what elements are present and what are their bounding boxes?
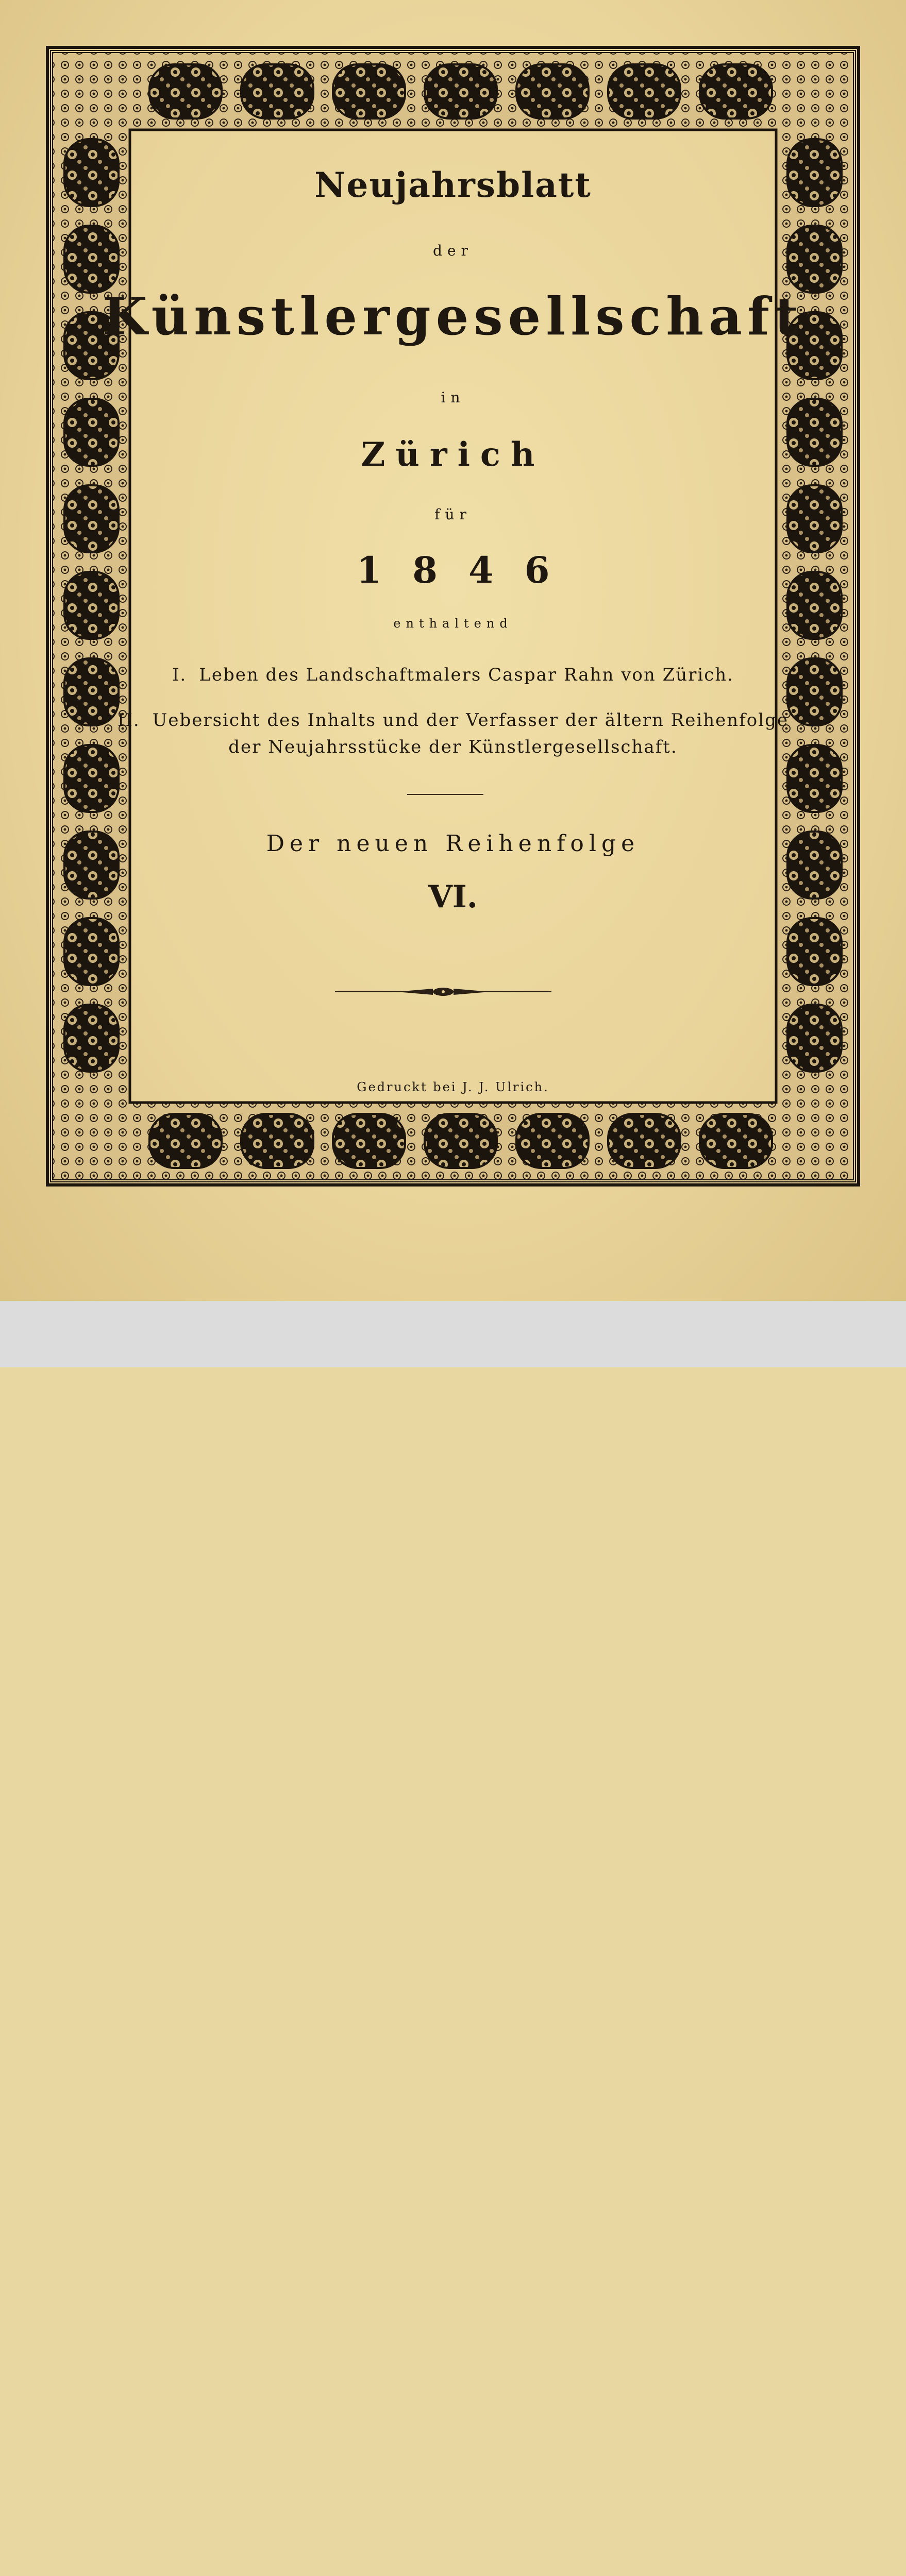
floral-cartouche [149, 64, 222, 118]
floral-cartouche [700, 1114, 772, 1168]
text-fuer: für [434, 506, 472, 523]
title-society: Künstlergesellschaft [102, 286, 804, 347]
text-enthaltend: enthaltend [393, 616, 513, 631]
floral-cartouche [700, 64, 772, 118]
floral-cartouche [787, 226, 842, 293]
floral-cartouche [425, 64, 497, 118]
series-label: Der neuen Reihenfolge [266, 831, 640, 857]
text-in: in [441, 389, 465, 406]
year: 1846 [356, 549, 581, 591]
floral-cartouche [64, 918, 119, 985]
floral-cartouche [787, 918, 842, 985]
divider-rule [407, 794, 483, 795]
library-footer [0, 1301, 906, 1367]
floral-cartouche [425, 1114, 497, 1168]
title-city: Zürich [361, 435, 545, 474]
floral-cartouche [64, 226, 119, 293]
floral-cartouche [149, 1114, 222, 1168]
text-der: der [433, 242, 473, 259]
content-item-text: Leben des Landschaftmalers Caspar Rahn von Zürich. [199, 665, 734, 685]
content-item-number: I. [172, 665, 187, 685]
floral-cartouche [516, 64, 589, 118]
content-item-text: Uebersicht des Inhalts und der Verfasser der ältern Reihenfolge [152, 710, 788, 731]
floral-cartouche [241, 64, 313, 118]
content-item-number: II. [118, 710, 140, 731]
floral-cartouche [333, 1114, 405, 1168]
floral-cartouche [241, 1114, 313, 1168]
printer-imprint: Gedruckt bei J. J. Ulrich. [357, 1080, 549, 1094]
series-number: VI. [428, 879, 478, 915]
content-item-1 [0, 665, 906, 685]
content-item-2-continuation: der Neujahrsstücke der Künstlergesellschaft. [228, 737, 678, 757]
floral-cartouche [333, 64, 405, 118]
floral-cartouche [787, 1005, 842, 1072]
floral-cartouche [608, 1114, 680, 1168]
ornamental-dash [335, 984, 551, 999]
floral-cartouche [516, 1114, 589, 1168]
title-neujahrsblatt: Neujahrsblatt [314, 165, 592, 205]
content-item-2 [0, 710, 906, 731]
floral-cartouche [608, 64, 680, 118]
floral-cartouche [64, 1005, 119, 1072]
